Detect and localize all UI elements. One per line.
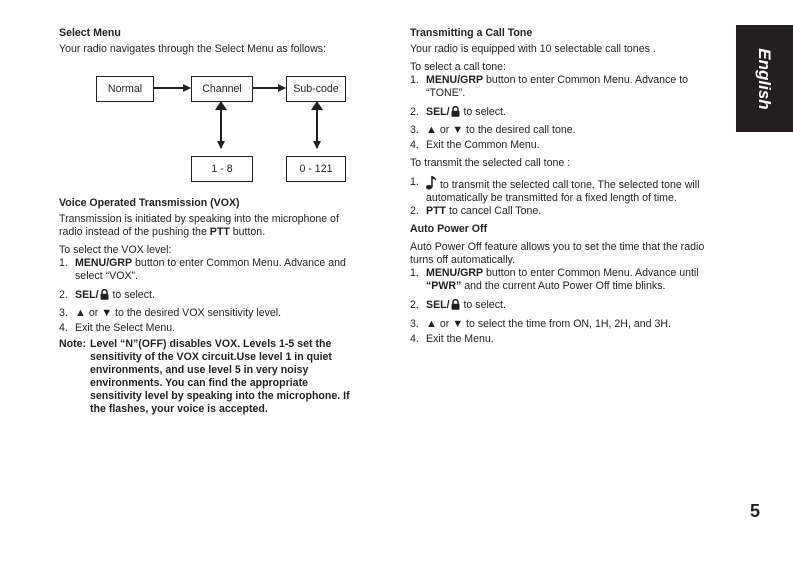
page-number: 5	[750, 501, 761, 521]
auto-power-step-1: 1. MENU/GRP button to enter Common Menu. Advance until “PWR” and the current Auto Power Off time blinks.	[410, 267, 699, 292]
channel-range-box: 1 - 8	[191, 156, 253, 182]
subcode-range-box: 0 - 121	[286, 156, 346, 182]
auto-power-intro-line1: Auto Power Off feature allows you to set the time that the radio	[410, 241, 705, 253]
channel-box: Channel	[191, 76, 253, 102]
call-tone-intro: Your radio is equipped with 10 selectable call tones .	[410, 43, 656, 55]
music-note-icon	[426, 176, 437, 190]
lock-icon	[451, 299, 460, 310]
lock-icon	[100, 289, 109, 300]
call-tone-to-select: To select a call tone:	[410, 61, 506, 73]
note-label: Note:	[59, 338, 87, 350]
call-tone-step-2: 2. SEL/ to select.	[410, 106, 506, 118]
auto-power-step-3: 3. ▲ or ▼ to select the time from ON, 1H, 2H, and 3H.	[410, 318, 671, 330]
down-triangle-icon: ▼	[452, 124, 464, 136]
auto-power-intro-line2: turns off automatically.	[410, 254, 516, 266]
call-tone-step-1: 1. MENU/GRP button to enter Common Menu. Advance to “TONE”.	[410, 74, 689, 99]
vox-step-2: 2. SEL/ to select.	[59, 289, 155, 301]
auto-power-step-4: 4. Exit the Menu.	[410, 333, 494, 345]
language-tab-label: English	[755, 48, 774, 110]
call-tone-step-3: 3. ▲ or ▼ to the desired call tone.	[410, 124, 576, 136]
down-triangle-icon: ▼	[452, 318, 464, 330]
down-triangle-icon: ▼	[101, 307, 113, 319]
call-tone-heading: Transmitting a Call Tone	[410, 27, 533, 39]
call-tone-step-4: 4. Exit the Common Menu.	[410, 139, 540, 151]
up-triangle-icon: ▲	[426, 124, 437, 136]
normal-box: Normal	[96, 76, 154, 102]
language-tab	[736, 25, 793, 132]
auto-power-step-2: 2. SEL/ to select.	[410, 299, 506, 311]
vox-intro-line1: Transmission is initiated by speaking into the microphone of	[59, 213, 339, 225]
lock-icon	[451, 106, 460, 117]
vox-to-select: To select the VOX level:	[59, 244, 172, 256]
select-menu-heading: Select Menu	[59, 27, 121, 39]
auto-power-off-heading: Auto Power Off	[410, 223, 488, 235]
vox-intro-line2: radio instead of the pushing the PTT button.	[59, 226, 266, 238]
vox-note: Note: Level “N”(OFF) disables VOX. Levels 1-5 set the sensitivity of the VOX circuit.Use level 1 in quiet environments, and use level 5 in very noisy environments. You can find the appropriate sensitivity level by speaking into the microphone. If the flashes, your voice is accepted.	[59, 338, 350, 415]
select-menu-intro: Your radio navigates through the Select Menu as follows:	[59, 43, 326, 55]
up-triangle-icon: ▲	[75, 307, 86, 319]
select-menu-diagram	[0, 0, 400, 200]
vox-heading: Voice Operated Transmission (VOX)	[59, 197, 240, 209]
vox-step-4: 4. Exit the Select Menu.	[59, 322, 176, 334]
call-tone-to-transmit: To transmit the selected call tone :	[410, 157, 571, 169]
vox-step-3: 3. ▲ or ▼ to the desired VOX sensitivity level.	[59, 307, 282, 319]
up-triangle-icon: ▲	[426, 318, 437, 330]
vox-step-1: 1. MENU/GRP button to enter Common Menu. Advance and select “VOX”.	[59, 257, 346, 282]
subcode-box: Sub-code	[286, 76, 346, 102]
call-tone-transmit-step-2: 2. PTT to cancel Call Tone.	[410, 205, 542, 217]
call-tone-transmit-step-1: 1. to transmit the selected call tone. The selected tone will automatically be transmitted for a fixed length of time.	[410, 176, 700, 204]
